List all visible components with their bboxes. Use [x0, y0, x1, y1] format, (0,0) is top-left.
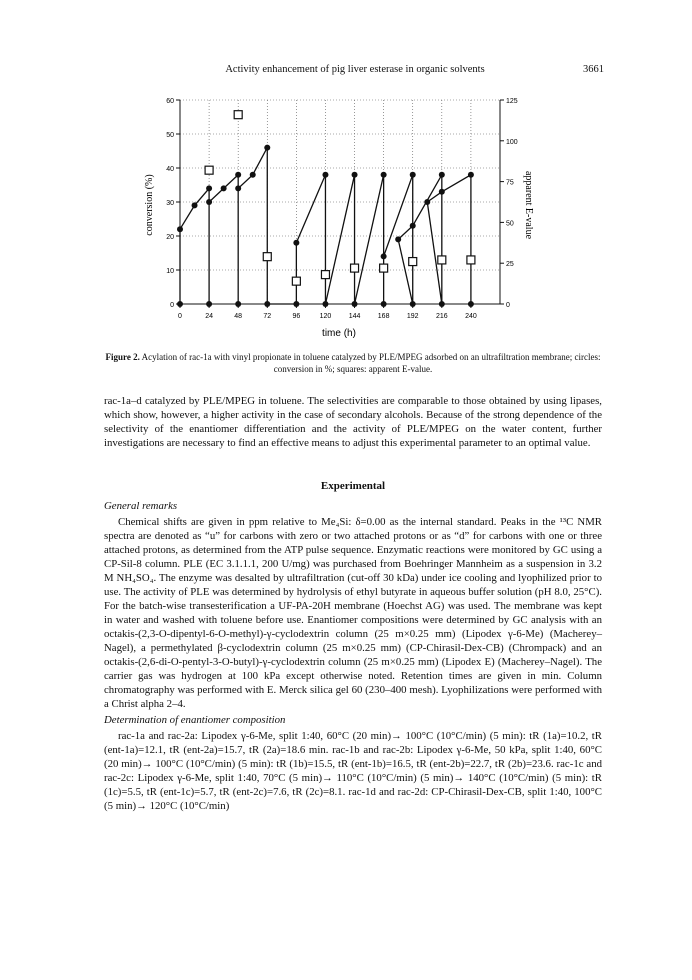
- conversion-point: [221, 185, 227, 191]
- x-tick-label: 144: [348, 313, 361, 320]
- conversion-point: [439, 189, 445, 195]
- section-title: Experimental: [320, 480, 386, 492]
- conversion-point: [439, 172, 445, 178]
- x-tick-label: 216: [435, 313, 448, 320]
- conversion-point: [192, 202, 198, 208]
- y-tick-label-left: 20: [166, 234, 174, 241]
- chart-axes: [166, 98, 518, 320]
- conversion-point: [352, 301, 358, 307]
- y-tick-label-left: 50: [166, 132, 174, 139]
- e-value-point: [409, 258, 417, 266]
- conversion-point: [177, 301, 183, 307]
- conversion-point: [424, 199, 430, 205]
- conversion-point: [293, 301, 299, 307]
- conversion-point: [206, 185, 212, 191]
- conversion-point: [352, 172, 358, 178]
- conversion-point: [468, 301, 474, 307]
- conversion-point: [381, 253, 387, 259]
- figure-2-chart: [0, 0, 692, 350]
- y-tick-label-right: 125: [506, 98, 518, 105]
- subsection-title-determination: Determination of enantiomer composition: [104, 714, 286, 726]
- x-tick-label: 120: [319, 313, 332, 320]
- y-tick-label-right: 75: [506, 179, 514, 187]
- conversion-point: [381, 301, 387, 307]
- y-tick-label-right: 0: [506, 302, 510, 309]
- x-tick-label: 240: [465, 313, 477, 320]
- e-value-point: [234, 111, 242, 119]
- y-tick-label-right: 25: [506, 261, 514, 269]
- conversion-point: [250, 172, 256, 178]
- caption-text: Acylation of rac-1a with vinyl propionate in toluene catalyzed by PLE/MPEG adsorbed on an ultrafiltration membrane; circles: conversion in %; squares: apparent E-value.: [139, 352, 601, 374]
- conversion-point: [264, 301, 270, 307]
- x-tick-label: 24: [205, 313, 213, 320]
- conversion-point: [235, 172, 241, 178]
- intro-paragraph-block: [104, 394, 602, 452]
- conversion-point: [235, 301, 241, 307]
- conversion-line: [180, 148, 471, 304]
- e-value-point: [380, 264, 388, 272]
- y-axis-label-left: conversion (%): [144, 174, 155, 236]
- x-tick-label: 0: [178, 313, 182, 320]
- conversion-point: [410, 301, 416, 307]
- e-value-point: [467, 256, 475, 264]
- subsection-title-general: General remarks: [104, 500, 178, 512]
- y-axis-label-right: apparent E-value: [523, 170, 534, 240]
- conversion-point: [322, 301, 328, 307]
- figure-label: Figure 2.: [105, 352, 140, 362]
- e-value-point: [263, 253, 271, 261]
- chart-grid: [180, 100, 500, 304]
- conversion-point: [293, 240, 299, 246]
- running-title: Activity enhancement of pig liver esterase in organic solvents: [225, 64, 485, 75]
- conversion-point: [322, 172, 328, 178]
- x-tick-label: 168: [377, 313, 390, 320]
- conversion-point: [264, 145, 270, 151]
- y-tick-label-left: 10: [166, 268, 174, 275]
- y-tick-label-left: 0: [170, 302, 174, 309]
- general-remarks-paragraph: Chemical shifts are given in ppm relative to Me₄Si: δ=0.00 as the internal standard. Peaks in the ¹³C NMR spectra are denoted as “u” for carbons with zero or two attached protons or as “d” for carbons with one or three attached protons, as determined from the ATP pulse sequence. Enzymatic reactions were monitored by GC using a CP-Sil-8 column. PLE (EC 3.1.1.1, 200 U/mg) was purchased from Boehringer Mannheim as a suspension in 3.2 M NH₄SO₄. The enzyme was desalted by ultrafiltration (cut-off 30 kDa) under ice cooling and lyophilized prior to use. The activity of PLE was determined by hydrolysis of ethyl butyrate in aqueous buffer solution (pH 8.0, 25°C). For the batch-wise transesterification a UF-PA-20H membrane (Hoechst AG) was used. The membrane was kept in water and washed with toluene before use. Enantiomer compositions were determined by GC analysis with an octakis-(2,3-O-dipentyl-6-O-methyl)-γ-cyclodextrin column (25 m×0.25 mm) (Lipodex γ-6-Me) (Macherey–Nagel), a permethylated β-cyclodextrin column (25 m×0.25 mm) (CP-Chirasil-Dex-CB) (Chrompack) and an octakis-(2,6-di-O-pentyl-3-O-butyl)-γ-cyclodextrin column (25 m×0.25 mm) (Lipodex E) (Macherey–Nagel). The carrier gas was hydrogen at 100 kPa except otherwise noted. Retention times are given in min. Column chromatography was performed with E. Merck silica gel 60 (230–400 mesh). Lyophilizations were performed with a Christ alpha 2–4.: [104, 516, 602, 710]
- y-tick-label-right: 100: [506, 138, 518, 146]
- e-value-point: [321, 271, 329, 279]
- conversion-point: [410, 223, 416, 229]
- x-tick-label: 72: [263, 313, 272, 320]
- figure-caption: [104, 351, 602, 375]
- y-tick-label-left: 40: [166, 166, 174, 173]
- e-value-point: [438, 256, 446, 264]
- page-number: 3661: [583, 64, 604, 75]
- conversion-point: [468, 172, 474, 178]
- y-tick-label-left: 60: [166, 98, 174, 105]
- y-tick-label-right: 50: [506, 220, 514, 228]
- conversion-point: [177, 226, 183, 232]
- chart-series: [177, 111, 475, 307]
- conversion-point: [439, 301, 445, 307]
- x-tick-label: 96: [292, 313, 301, 320]
- conversion-point: [381, 172, 387, 178]
- x-tick-label: 192: [406, 313, 419, 320]
- conversion-point: [410, 172, 416, 178]
- e-value-point: [292, 277, 300, 285]
- conversion-point: [206, 199, 212, 205]
- y-tick-label-left: 30: [166, 200, 174, 207]
- intro-paragraph: rac-1a–d catalyzed by PLE/MPEG in toluene. The selectivities are comparable to those obtained by using lipases, which show, however, a higher activity in the case of secondary alcohols. Because of the strong dependence of the selectivity of the enantiomer differentiation and the activity of PLE/MPEG on the water content, further investigations are necessary to find an effective means to adjust this experimental parameter to an optimal value.: [104, 395, 602, 449]
- conversion-point: [395, 236, 401, 242]
- e-value-point: [351, 264, 359, 272]
- x-tick-label: 48: [234, 313, 243, 320]
- experimental-section: [104, 479, 602, 815]
- conversion-point: [235, 185, 241, 191]
- determination-paragraph: rac-1a and rac-2a: Lipodex γ-6-Me, split 1:40, 60°C (20 min)→ 100°C (10°C/min) (5 min): tR (1a)=10.2, tR (ent-1a)=12.1, tR (ent-2a)=15.7, tR (2a)=18.6 min. rac-1b and rac-2b: Lipodex γ-6-Me, 50 kPa, split 1:40, 60°C (20 min)→ 100°C (10°C/min) (5 min): tR (1b)=15.5, tR (ent-1b)=16.5, tR (ent-2b)=22.7, tR (2b)=23.6. rac-1c and rac-2c: Lipodex γ-6-Me, split 1:40, 70°C (5 min)→ 110°C (10°C/min) (5 min)→ 140°C (10°C/min) (5 min): tR (1c)=5.5, tR (ent-1c)=5.7, tR (ent-2c)=7.6, tR (2c)=8.1. rac-1d and rac-2d: CP-Chirasil-Dex-CB, split 1:40, 100°C (5 min)→ 120°C (10°C/min): [104, 730, 602, 812]
- x-axis-label: time (h): [322, 328, 356, 339]
- conversion-point: [206, 301, 212, 307]
- e-value-point: [205, 166, 213, 174]
